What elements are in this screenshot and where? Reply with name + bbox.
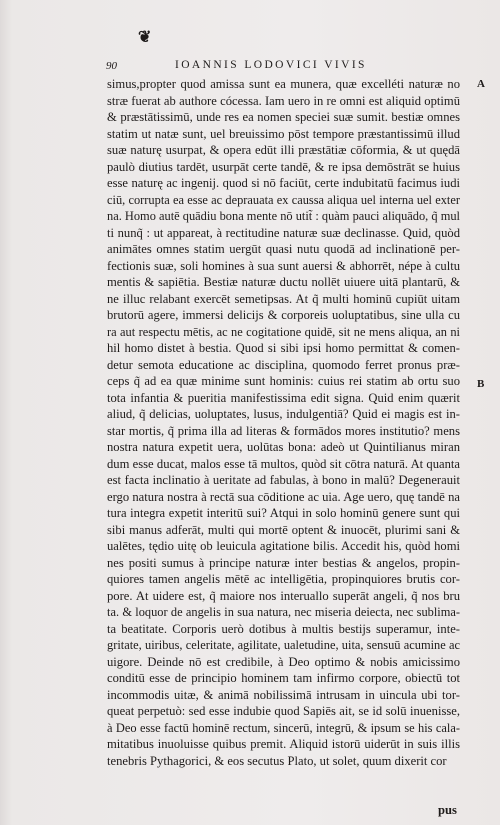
text-line: sibi manus adferāt, multi qui mortē optent & inuocēt, plurimi sani & bbox=[107, 522, 460, 537]
text-line: animātes omnes statim uergūt quasi nutu quodā ad inclinationē per- bbox=[107, 242, 460, 256]
text-line: stræ fuerat ab authore cócessa. Iam uero in re omni est aliquid optimū bbox=[107, 93, 460, 108]
text-line: gritate, uiribus, celeritate, agilitate, ualetudine, uita, sensuū acumine ac bbox=[107, 638, 460, 652]
text-line: mentis & sapiētia. Bestiæ naturæ ductu nollēt uiuere uitā plantarū, & bbox=[107, 275, 460, 289]
text-line: ciū, corrupta ea esse ac deprauata ex caussa aliqua uel interna uel exter bbox=[107, 192, 460, 207]
text-line: esse naturę ac ingenij. quod si nō faciūt, certe indubitatū facimus iudi bbox=[107, 176, 460, 190]
text-line: detur semota educatione ac disciplina, quomodo ferret pronus præ- bbox=[107, 357, 460, 372]
text-line: tenebris Pythagorici, & eos secutus Plato, ut solet, quum dixerit cor bbox=[107, 753, 447, 768]
text-line: paulò diutius tardēt, usurpāt certe tandē, & re ipsa demōstrāt se huius bbox=[107, 159, 460, 174]
text-line: mitatibus inuoluisse quibus premit. Aliquid istorū uiderūt in suis illis bbox=[107, 737, 460, 751]
text-line: na. Homo autē quādiu bona mente nō utit̃ : quàm pauci aliquādo, q̃ mul bbox=[107, 209, 460, 223]
text-line: statim ut natæ sunt, uel breuissimo pōst tempore præstantissimū illud bbox=[107, 126, 460, 141]
text-line: brutorū agere, immersi delicijs & corporeis uoluptatibus, sine ulla cu bbox=[107, 308, 460, 322]
text-line: nes positi sumus à principe naturæ inter bestias & angelos, propin- bbox=[107, 555, 460, 570]
text-line: hil homo distet à bestia. Quod si sibi ipsi homo permittat & comen- bbox=[107, 341, 460, 355]
text-line: est facta inclinatio à ueritate ad fabulas, à bono in malū? Degenerauit bbox=[107, 473, 460, 487]
text-line: ta. & loquor de angelis in sua natura, nec miseria deiecta, nec sublima- bbox=[107, 605, 460, 619]
text-line: conditū esse de principio hominem tam infirmo corpore, obiectū tot bbox=[107, 671, 460, 685]
text-line: star mortis, q̃ prima illa ad literas & formādos mores institutio? mens bbox=[107, 423, 460, 438]
text-line: fectionis suæ, soli homines à sua sunt auersi & abhorrēt, népe à cultu bbox=[107, 258, 460, 273]
text-line: dum esse ducat, malos esse tā multos, quòd sit cōtra naturā. At quanta bbox=[107, 456, 460, 471]
text-line: incommodis uitæ, & animā nobilissimā intrusam in uincula ubi tor- bbox=[107, 687, 460, 702]
text-line: uigore. Deinde nō est credibile, à Deo optimo & nobis amicissimo bbox=[107, 654, 460, 669]
text-line: simus,propter quod amissa sunt ea munera, quæ excelléti naturæ no bbox=[107, 77, 460, 91]
text-line: tura integra expetit interitū sui? Atqui in solo hominū genere sunt qui bbox=[107, 506, 460, 520]
running-head: IOANNIS LODOVICI VIVIS bbox=[175, 59, 367, 71]
text-line: à Deo esse factū hominē rectum, sincerū, integrū, & ipsum se his cala- bbox=[107, 720, 460, 735]
text-line: ceps q̃ ad ea quæ minime sunt hominis: cuius rei statim ab ortu suo bbox=[107, 374, 460, 388]
text-line: ta beatitate. Corporis uerò dotibus à multis bestijs superamur, inte- bbox=[107, 621, 460, 636]
text-line: suæ naturę usurpat, & opera edūt illi præstātiæ cōformia, & ut quędā bbox=[107, 143, 460, 157]
text-line: & præstātissimū, unde res ea nomen speciei suæ sumit. bestiæ omnes bbox=[107, 110, 460, 124]
text-line: aliud, q̃ delicias, uoluptates, lusus, indulgentiā? Quid ei magis est in- bbox=[107, 407, 460, 421]
text-line: ergo natura nostra à rectā sua cōditione ac uia. Age uero, quę tandē na bbox=[107, 489, 460, 504]
text-line: ne illuc relabant exercēt semetipsas. At q̃ multi hominū cupiūt uitam bbox=[107, 291, 460, 306]
text-line: ti nunq̃ : ut appareat, à rectitudine naturæ suæ declinasse. Quid, quòd bbox=[107, 225, 460, 240]
text-line: nostra natura expetit uera, uolūtas bona: adeò ut Quintilianus miran bbox=[107, 440, 460, 454]
page-number: 90 bbox=[106, 60, 117, 72]
body-text bbox=[107, 76, 460, 769]
text-line: quiores tamen angelis mētē ac intelligētia, propinquiores brutis cor- bbox=[107, 572, 460, 586]
text-line: tota infantia & pueritia manifestissima edit signa. Quid enim quærit bbox=[107, 390, 460, 405]
text-line: ra aut respectu mētis, ac ne cogitatione quidē, sit ne mens aliqua, an ni bbox=[107, 324, 460, 339]
margin-note-b: B bbox=[477, 378, 485, 390]
catchword: pus bbox=[438, 803, 457, 817]
printer-ornament-icon: ❦ bbox=[138, 29, 152, 46]
margin-note-a: A bbox=[477, 78, 485, 90]
text-line: ualētes, tędio uitę ob leuicula agitatione bilis. Accedit his, quòd homi bbox=[107, 539, 460, 553]
text-line: pore. At uidere est, q̃ maiore nos interuallo superāt angeli, q̃ nos bru bbox=[107, 588, 460, 603]
text-line: queat perpetuò: sed esse indubie quod Sapiēs ait, se id solū inuenisse, bbox=[107, 704, 460, 718]
